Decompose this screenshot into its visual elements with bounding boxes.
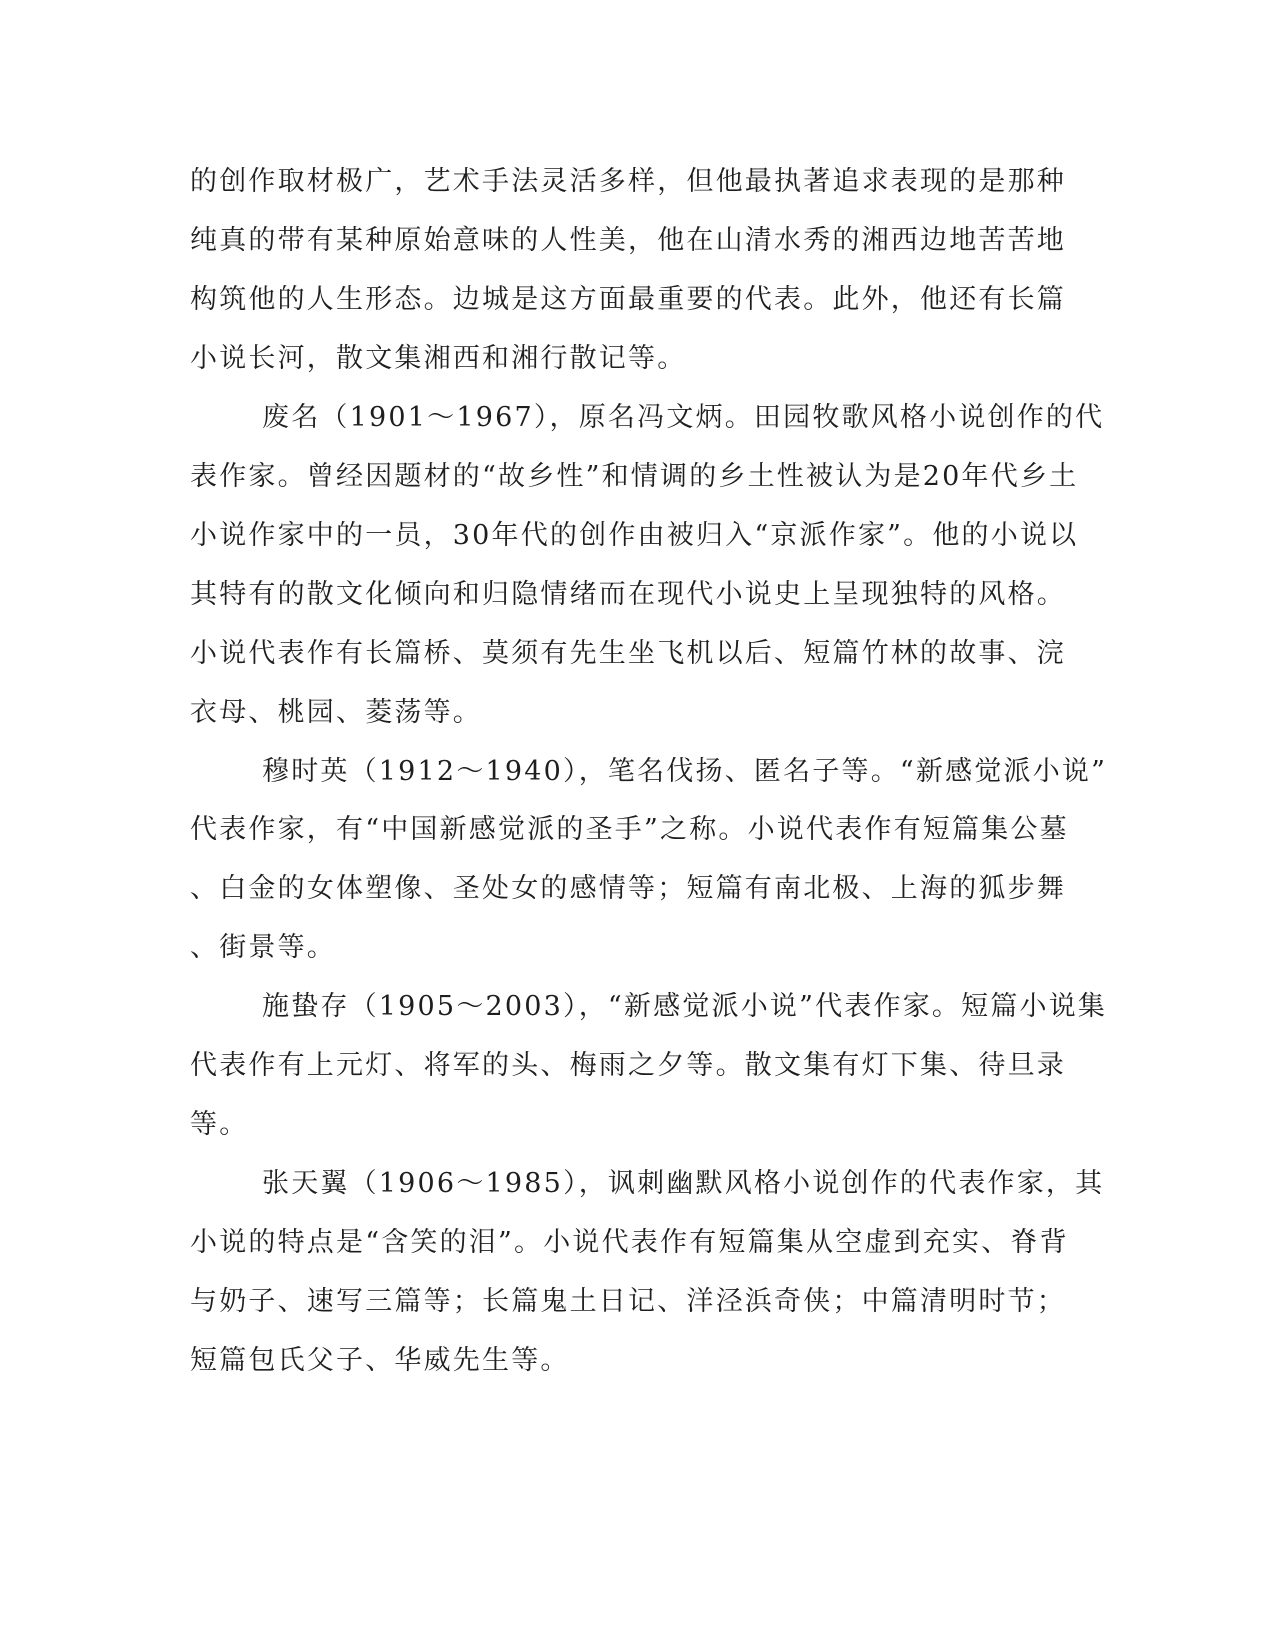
paragraph-first-line: 穆时英（1912～1940），笔名伐扬、匿名子等。“新感觉派小说” (262, 756, 1108, 787)
text-line: 短篇包氏父子、华威先生等。 (190, 1345, 570, 1376)
text-line: 构筑他的人生形态。边城是这方面最重要的代表。此外，他还有长篇 (190, 284, 1066, 315)
text-line: 小说作家中的一员，30年代的创作由被归入“京派作家”。他的小说以 (190, 520, 1079, 551)
text-line: 小说的特点是“含笑的泪”。小说代表作有短篇集从空虚到充实、脊背 (190, 1227, 1069, 1258)
text-line: 等。 (190, 1109, 249, 1140)
text-line: 纯真的带有某种原始意味的人性美，他在山清水秀的湘西边地苦苦地 (190, 225, 1066, 256)
text-line: 衣母、桃园、菱荡等。 (190, 697, 482, 728)
text-line: 其特有的散文化倾向和归隐情绪而在现代小说史上呈现独特的风格。 (190, 579, 1066, 610)
paragraph-first-line: 废名（1901～1967），原名冯文炳。田园牧歌风格小说创作的代 (262, 402, 1105, 433)
paragraph-first-line: 施蛰存（1905～2003），“新感觉派小说”代表作家。短篇小说集 (262, 991, 1108, 1022)
text-line: 、白金的女体塑像、圣处女的感情等；短篇有南北极、上海的狐步舞 (190, 873, 1066, 904)
text-line: 小说长河，散文集湘西和湘行散记等。 (190, 343, 687, 374)
paragraph-first-line: 张天翼（1906～1985），讽刺幽默风格小说创作的代表作家，其 (262, 1168, 1105, 1199)
text-line: 小说代表作有长篇桥、莫须有先生坐飞机以后、短篇竹林的故事、浣 (190, 638, 1066, 669)
text-line: 与奶子、速写三篇等；长篇鬼土日记、洋泾浜奇侠；中篇清明时节； (190, 1286, 1066, 1317)
text-line: 代表作家，有“中国新感觉派的圣手”之称。小说代表作有短篇集公墓 (190, 814, 1069, 845)
text-line: 的创作取材极广，艺术手法灵活多样，但他最执著追求表现的是那种 (190, 166, 1066, 197)
text-line: 代表作有上元灯、将军的头、梅雨之夕等。散文集有灯下集、待旦录 (190, 1050, 1066, 1081)
text-line: 、街景等。 (190, 932, 336, 963)
text-line: 表作家。曾经因题材的“故乡性”和情调的乡土性被认为是20年代乡土 (190, 461, 1079, 492)
